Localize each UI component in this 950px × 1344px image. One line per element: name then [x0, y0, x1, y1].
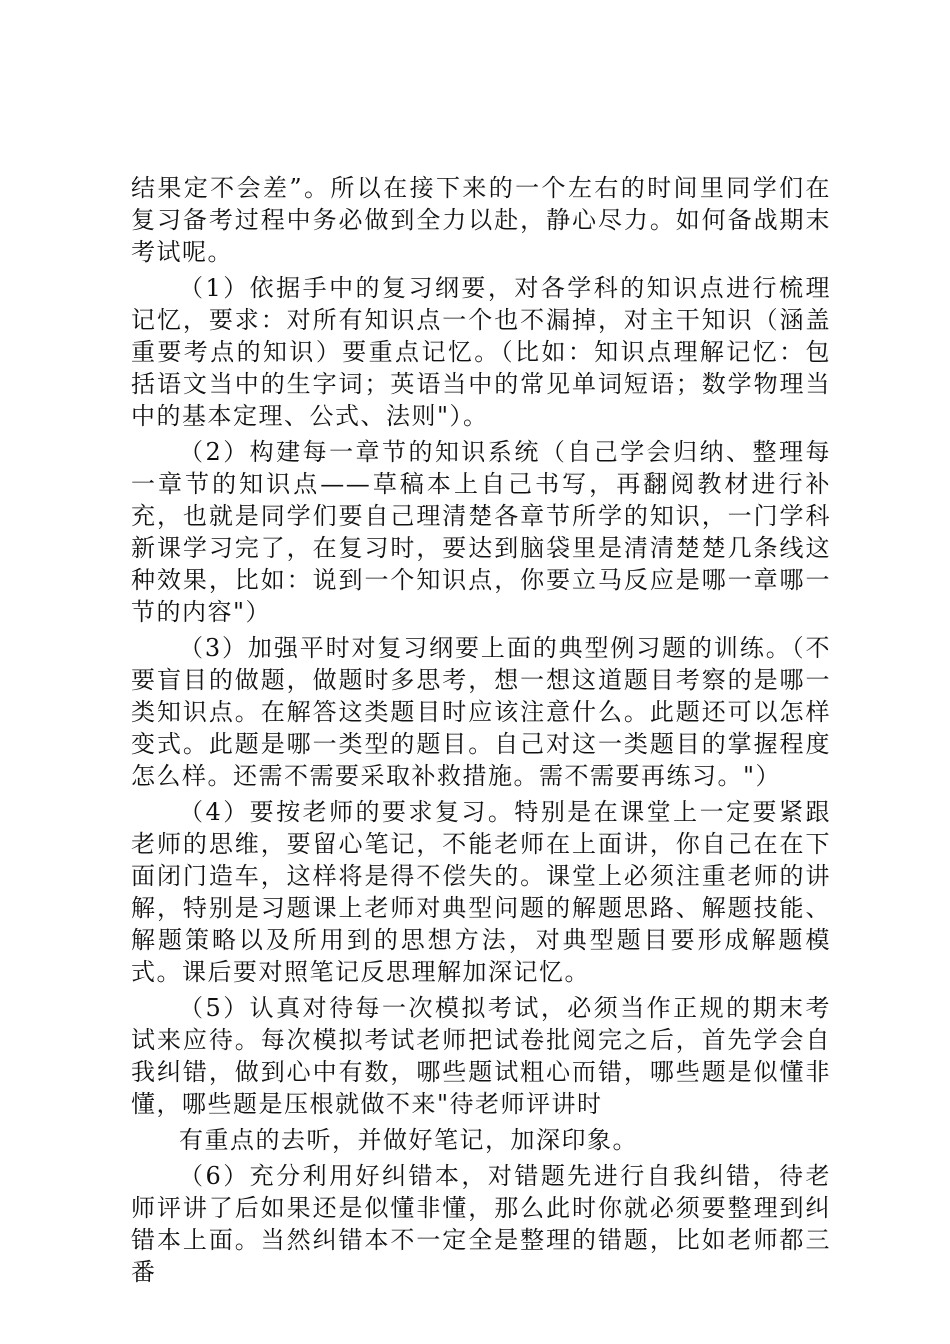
- paragraph-item-6: （6）充分利用好纠错本，对错题先进行自我纠错，待老师评讲了后如果还是似懂非懂，那么此时你就必须要整理到纠错本上面。当然纠错本不一定全是整理的错题，比如老师都三番: [131, 1162, 831, 1286]
- paragraph-item-3: （3）加强平时对复习纲要上面的典型例习题的训练。（不要盲目的做题，做题时多思考，想一想这道题目考察的是哪一类知识点。在解答这类题目时应该注意什么。此题还可以怎样变式。此题是哪一类型的题目。自己对这一类题目的掌握程度怎么样。还需不需要采取补救措施。需不需要再练习。"）: [131, 634, 831, 790]
- paragraph-item-5-continued: 有重点的去听，并做好笔记，加深印象。: [179, 1126, 638, 1154]
- paragraph-item-5: （5）认真对待每一次模拟考试，必须当作正规的期末考试来应待。每次模拟考试老师把试卷批阅完之后，首先学会自我纠错，做到心中有数，哪些题试粗心而错，哪些题是似懂非懂，哪些题是压根就做不来"待老师评讲时: [131, 994, 831, 1118]
- paragraph-item-1: （1）依据手中的复习纲要，对各学科的知识点进行梳理记忆，要求：对所有知识点一个也不漏掉，对主干知识（涵盖重要考点的知识）要重点记忆。（比如：知识点理解记忆：包括语文当中的生字词；英语当中的常见单词短语；数学物理当中的基本定理、公式、法则"）。: [131, 274, 831, 430]
- paragraph-intro: 结果定不会差”。所以在接下来的一个左右的时间里同学们在复习备考过程中务必做到全力以赴，静心尽力。如何备战期末考试呢。: [131, 174, 831, 266]
- paragraph-item-4: （4）要按老师的要求复习。特别是在课堂上一定要紧跟老师的思维，要留心笔记，不能老师在上面讲，你自己在在下面闭门造车，这样将是得不偿失的。课堂上必须注重老师的讲解，特别是习题课上老师对典型问题的解题思路、解题技能、解题策略以及所用到的思想方法，对典型题目要形成解题模式。课后要对照笔记反思理解加深记忆。: [131, 798, 831, 986]
- document-body: [131, 172, 831, 1292]
- paragraph-item-2: （2）构建每一章节的知识系统（自己学会归纳、整理每一章节的知识点——草稿本上自己书写，再翻阅教材进行补充，也就是同学们要自己理清楚各章节所学的知识，一门学科新课学习完了，在复习时，要达到脑袋里是清清楚楚几条线这种效果，比如：说到一个知识点，你要立马反应是哪一章哪一节的内容"）: [131, 438, 831, 626]
